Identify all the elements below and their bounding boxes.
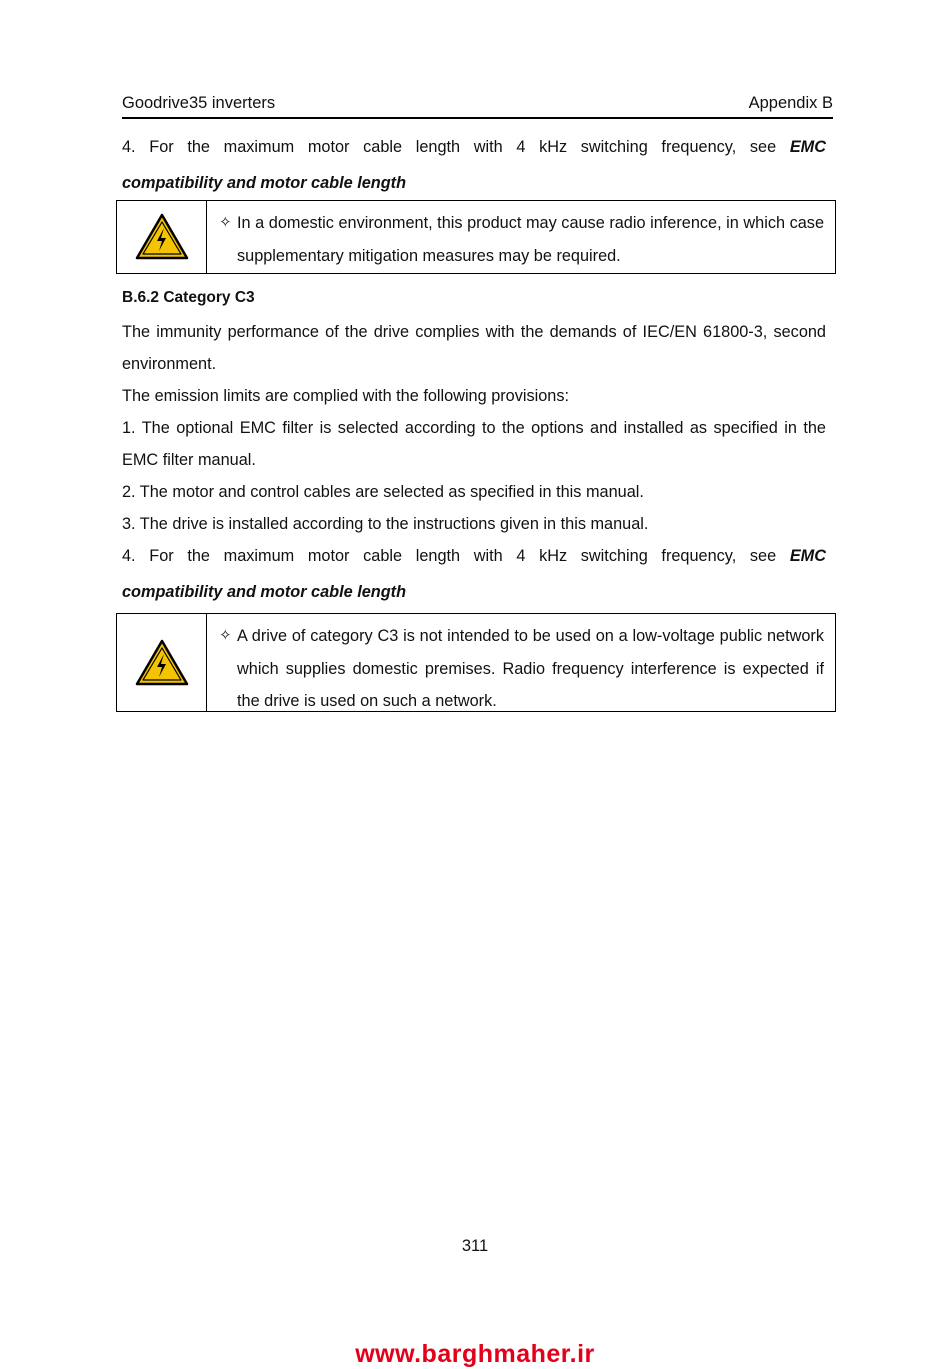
high-voltage-warning-icon <box>135 639 189 687</box>
provision-item-3: 3. The drive is installed according to the instructions given in this manual. <box>122 515 649 533</box>
category-c3-section <box>122 286 826 608</box>
bullet-icon: ✧ <box>219 214 232 231</box>
provision-item-2: 2. The motor and control cables are selected as specified in this manual. <box>122 483 644 501</box>
warning-box-1 <box>116 200 836 274</box>
warning-text: A drive of category C3 is not intended to be used on a low-voltage public network which supplies domestic premises. Radio frequency interference is expected if the drive is used on such a network. <box>237 627 824 710</box>
section-heading: B.6.2 Category C3 <box>122 289 255 306</box>
item4-link-title: compatibility and motor cable length <box>122 174 407 192</box>
provision-item-4 <box>122 540 826 572</box>
item4-text: 4. For the maximum motor cable length with 4 kHz switching frequency, see <box>122 547 790 565</box>
bullet-icon: ✧ <box>219 627 232 644</box>
page-number: 311 <box>461 1237 489 1255</box>
warning-text: In a domestic environment, this product may cause radio inference, in which case supplementary mitigation measures may be required. <box>237 214 824 265</box>
document-title: Goodrive35 inverters <box>122 94 276 112</box>
warning-box-2 <box>116 613 836 712</box>
item4-link-emc: EMC <box>789 547 826 565</box>
item4-link-emc: EMC <box>789 138 826 156</box>
appendix-label: Appendix B <box>748 94 833 112</box>
emission-paragraph: The emission limits are complied with the following provisions: <box>122 387 570 405</box>
item4-text: 4. For the maximum motor cable length with 4 kHz switching frequency, see <box>122 138 790 156</box>
item4-link-title: compatibility and motor cable length <box>122 583 407 601</box>
immunity-paragraph: The immunity performance of the drive complies with the demands of IEC/EN 61800-3, second environment. <box>122 323 826 373</box>
provision-item-1: 1. The optional EMC filter is selected according to the options and installed as specified in the EMC filter manual. <box>122 419 826 469</box>
watermark-link[interactable]: www.barghmaher.ir <box>355 1340 595 1368</box>
page-header <box>122 94 833 119</box>
section1-item4 <box>122 131 826 199</box>
high-voltage-warning-icon <box>135 213 189 261</box>
